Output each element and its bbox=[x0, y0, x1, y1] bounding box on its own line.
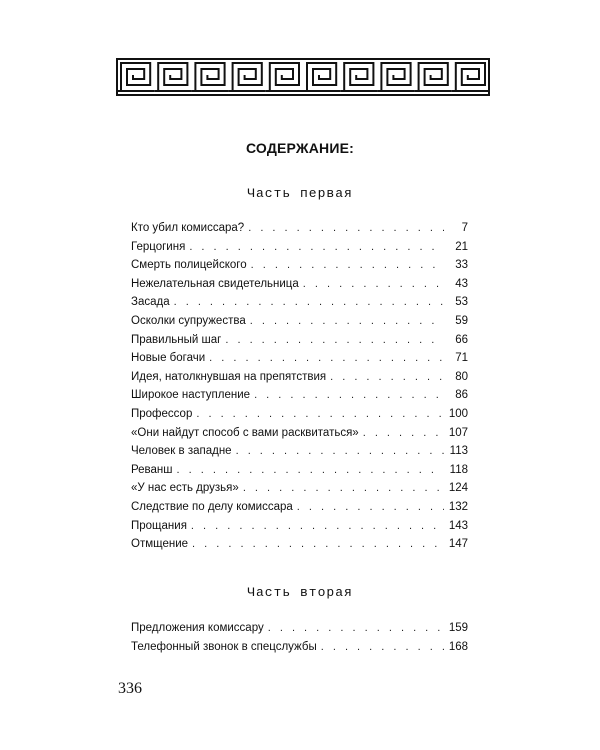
toc-entry[interactable] bbox=[131, 315, 468, 334]
greek-key-unit bbox=[270, 63, 299, 91]
toc-leader-dots bbox=[196, 408, 444, 420]
toc-leader-dots bbox=[297, 501, 444, 513]
toc-entry-page: 100 bbox=[448, 407, 468, 420]
toc-leader-dots bbox=[191, 520, 444, 532]
toc-entry-title: Профессор bbox=[131, 407, 193, 420]
toc-entry-title: Телефонный звонок в спецслужбы bbox=[131, 640, 317, 653]
part-two-toc bbox=[131, 622, 468, 659]
toc-leader-dots bbox=[192, 538, 444, 550]
toc-leader-dots bbox=[268, 622, 444, 634]
toc-entry-title: Реванш bbox=[131, 463, 173, 476]
toc-entry-page: 113 bbox=[449, 445, 468, 458]
ornamental-border bbox=[116, 58, 490, 96]
page-number: 336 bbox=[118, 680, 142, 697]
toc-entry[interactable] bbox=[131, 501, 468, 520]
toc-entry-title: Кто убил комиссара? bbox=[131, 222, 245, 234]
toc-leader-dots bbox=[174, 296, 444, 308]
toc-entry-page: 53 bbox=[455, 296, 468, 309]
toc-entry[interactable] bbox=[131, 259, 468, 278]
toc-leader-dots bbox=[321, 641, 444, 653]
toc-entry[interactable] bbox=[131, 427, 468, 446]
toc-entry-page: 59 bbox=[455, 314, 468, 327]
toc-leader-dots bbox=[363, 427, 444, 439]
toc-leader-dots bbox=[243, 482, 444, 494]
toc-leader-dots bbox=[225, 334, 444, 346]
contents-heading: СОДЕРЖАНИЕ: bbox=[245, 140, 355, 156]
toc-leader-dots bbox=[177, 464, 444, 476]
toc-entry-title: Человек в западне bbox=[131, 445, 232, 458]
toc-entry[interactable] bbox=[131, 641, 468, 660]
toc-entry[interactable] bbox=[131, 371, 468, 390]
part-one-toc bbox=[131, 222, 468, 557]
toc-entry-title: Новые богачи bbox=[131, 352, 206, 365]
toc-entry[interactable] bbox=[131, 520, 468, 539]
toc-leader-dots bbox=[303, 278, 444, 290]
toc-entry[interactable] bbox=[131, 408, 468, 427]
toc-entry-page: 80 bbox=[455, 370, 468, 383]
greek-key-unit bbox=[344, 63, 373, 91]
greek-key-unit bbox=[121, 63, 150, 91]
toc-entry-title: «Они найдут способ с вами расквитаться» bbox=[131, 426, 359, 439]
toc-entry-page: 118 bbox=[449, 463, 468, 476]
toc-leader-dots bbox=[248, 222, 444, 234]
toc-entry[interactable] bbox=[131, 464, 468, 483]
toc-entry-page: 143 bbox=[448, 519, 468, 532]
toc-entry-page: 21 bbox=[455, 240, 468, 253]
toc-entry-page: 107 bbox=[448, 426, 468, 439]
toc-entry[interactable] bbox=[131, 352, 468, 371]
part-two-title: Часть вторая bbox=[247, 585, 353, 600]
toc-entry-page: 159 bbox=[448, 622, 468, 634]
toc-entry-title: Предложения комиссару bbox=[131, 622, 264, 634]
toc-entry-page: 168 bbox=[448, 640, 468, 653]
toc-entry[interactable] bbox=[131, 222, 468, 241]
toc-leader-dots bbox=[251, 259, 444, 271]
toc-entry[interactable] bbox=[131, 622, 468, 641]
toc-entry[interactable] bbox=[131, 482, 468, 501]
toc-leader-dots bbox=[250, 315, 444, 327]
toc-entry[interactable] bbox=[131, 296, 468, 315]
greek-key-unit bbox=[233, 63, 262, 91]
part-one-title: Часть первая bbox=[247, 186, 353, 201]
toc-entry-page: 7 bbox=[461, 222, 468, 234]
toc-entry-page: 66 bbox=[455, 333, 468, 346]
toc-entry-page: 124 bbox=[448, 482, 468, 495]
toc-entry-title: Следствие по делу комиссара bbox=[131, 500, 293, 513]
toc-entry-title: Осколки супружества bbox=[131, 314, 246, 327]
greek-key-unit bbox=[456, 63, 485, 91]
toc-leader-dots bbox=[236, 445, 444, 457]
toc-entry-page: 132 bbox=[448, 500, 468, 513]
toc-leader-dots bbox=[189, 241, 444, 253]
toc-entry-page: 71 bbox=[455, 352, 468, 365]
toc-entry-page: 147 bbox=[448, 538, 468, 551]
toc-entry-page: 33 bbox=[455, 259, 468, 272]
toc-leader-dots bbox=[254, 389, 444, 401]
toc-entry-title: Засада bbox=[131, 296, 170, 309]
toc-entry-title: «У нас есть друзья» bbox=[131, 482, 239, 495]
toc-entry[interactable] bbox=[131, 334, 468, 353]
toc-entry[interactable] bbox=[131, 445, 468, 464]
toc-entry[interactable] bbox=[131, 538, 468, 557]
toc-entry-page: 86 bbox=[455, 389, 468, 402]
toc-entry[interactable] bbox=[131, 241, 468, 260]
toc-entry-title: Нежелательная свидетельница bbox=[131, 277, 299, 290]
toc-entry-title: Герцогиня bbox=[131, 240, 186, 253]
toc-entry-page: 43 bbox=[455, 277, 468, 290]
toc-entry[interactable] bbox=[131, 278, 468, 297]
greek-key-unit bbox=[158, 63, 187, 91]
greek-key-unit bbox=[381, 63, 410, 91]
toc-entry-title: Широкое наступление bbox=[131, 389, 251, 402]
toc-leader-dots bbox=[209, 352, 444, 364]
toc-entry-title: Отмщение bbox=[131, 538, 189, 551]
toc-entry-title: Смерть полицейского bbox=[131, 259, 247, 272]
toc-entry-title: Правильный шаг bbox=[131, 333, 222, 346]
greek-key-unit bbox=[419, 63, 448, 91]
toc-entry-title: Идея, натолкнувшая на препятствия bbox=[131, 370, 327, 383]
greek-key-unit bbox=[307, 63, 336, 91]
toc-entry-title: Прощания bbox=[131, 519, 187, 532]
toc-entry[interactable] bbox=[131, 389, 468, 408]
toc-leader-dots bbox=[330, 371, 444, 383]
greek-key-unit bbox=[195, 63, 224, 91]
